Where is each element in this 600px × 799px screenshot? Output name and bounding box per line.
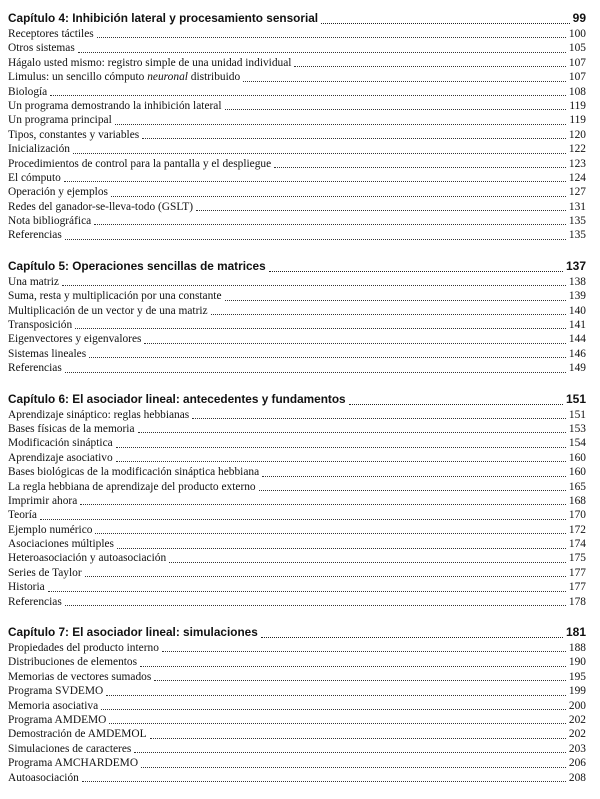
toc-entry bbox=[8, 422, 586, 436]
toc-entry-title-text: Un programa principal bbox=[8, 114, 112, 127]
toc-entry-page-number: 141 bbox=[568, 319, 586, 332]
dot-leader bbox=[80, 504, 566, 505]
toc-entry bbox=[8, 318, 586, 332]
toc-entry bbox=[8, 70, 586, 84]
toc-entry-title-text: Inicialización bbox=[8, 143, 70, 156]
toc-entry-page-number: 135 bbox=[568, 229, 586, 242]
toc-entry bbox=[8, 566, 586, 580]
toc-entry-title-text: Referencias bbox=[8, 229, 62, 242]
toc-entry-title bbox=[8, 566, 82, 580]
toc-entry bbox=[8, 332, 586, 346]
toc-entry-title bbox=[8, 713, 106, 727]
chapter-heading-title bbox=[8, 623, 258, 641]
dot-leader bbox=[97, 37, 566, 38]
toc-entry-page-number: 135 bbox=[568, 215, 586, 228]
toc-entry-title bbox=[8, 655, 137, 669]
toc-entry-title bbox=[8, 128, 139, 142]
toc-entry-page-number: 188 bbox=[568, 642, 586, 655]
dot-leader bbox=[78, 52, 566, 53]
toc-entry bbox=[8, 41, 586, 55]
toc-entry-title-text: Imprimir ahora bbox=[8, 494, 78, 507]
toc-entry-page-number: 154 bbox=[568, 437, 586, 450]
dot-leader bbox=[73, 153, 566, 154]
dot-leader bbox=[269, 271, 563, 272]
toc-entry-title-text: Programa AMCHARDEMO bbox=[8, 757, 139, 770]
dot-leader bbox=[169, 562, 566, 563]
toc-entry-title-text: Simulaciones de caracteres bbox=[8, 742, 132, 755]
dot-leader bbox=[141, 767, 566, 768]
toc-entry bbox=[8, 727, 586, 741]
dot-leader bbox=[142, 138, 566, 139]
chapter-heading-title bbox=[8, 390, 346, 408]
dot-leader bbox=[109, 723, 566, 724]
toc-entry-title-emphasis: neuronal bbox=[147, 71, 188, 84]
toc-entry-title bbox=[8, 228, 62, 242]
toc-entry-page-number: 100 bbox=[568, 27, 586, 40]
toc-entry-title-text: Distribuciones de elementos bbox=[8, 656, 138, 669]
chapter-heading-title-text: Capítulo 5: Operaciones sencillas de matrices bbox=[8, 258, 266, 273]
toc-entry-title bbox=[8, 451, 113, 465]
toc-entry-page-number: 208 bbox=[568, 771, 586, 784]
toc-entry-page-number: 175 bbox=[568, 552, 586, 565]
toc-entry-title bbox=[8, 699, 98, 713]
dot-leader bbox=[89, 357, 566, 358]
dot-leader bbox=[211, 314, 566, 315]
toc-entry-title bbox=[8, 275, 59, 289]
toc-entry-title-text: Aprendizaje sináptico: reglas hebbianas bbox=[8, 408, 190, 421]
toc-entry-page-number: 190 bbox=[568, 656, 586, 669]
dot-leader bbox=[94, 224, 566, 225]
toc-entry-title bbox=[8, 361, 62, 375]
toc-entry-title bbox=[8, 200, 193, 214]
toc-entry bbox=[8, 655, 586, 669]
toc-entry bbox=[8, 171, 586, 185]
toc-entry bbox=[8, 157, 586, 171]
dot-leader bbox=[64, 181, 566, 182]
chapter-heading-title-text: Capítulo 7: El asociador lineal: simulaciones bbox=[8, 625, 258, 640]
toc-entry bbox=[8, 56, 586, 70]
toc-entry-title bbox=[8, 494, 77, 508]
chapter-heading-page-number: 181 bbox=[565, 625, 586, 640]
toc-entry-title-text: Propiedades del producto interno bbox=[8, 642, 159, 655]
chapter-heading-title-text: Capítulo 6: El asociador lineal: antecedentes y fundamentos bbox=[8, 391, 346, 406]
toc-entry-title-text: Nota bibliográfica bbox=[8, 215, 92, 228]
toc-entry-page-number: 146 bbox=[568, 347, 586, 360]
dot-leader bbox=[40, 519, 566, 520]
toc-entry-title bbox=[8, 641, 159, 655]
dot-leader bbox=[321, 23, 570, 24]
toc-entry-title-text: Autoasociación bbox=[8, 771, 79, 784]
toc-entry bbox=[8, 85, 586, 99]
toc-entry-title bbox=[8, 347, 86, 361]
toc-entry-title bbox=[8, 99, 222, 113]
dot-leader bbox=[116, 461, 566, 462]
toc-entry-title bbox=[8, 185, 108, 199]
toc-entry-page-number: 170 bbox=[568, 509, 586, 522]
toc-entry-title-text: Historia bbox=[8, 581, 45, 594]
toc-entry bbox=[8, 552, 586, 566]
toc-entry-title-text: Aprendizaje asociativo bbox=[8, 451, 113, 464]
chapter-heading bbox=[8, 390, 586, 408]
dot-leader bbox=[225, 300, 566, 301]
toc-entry-page-number: 108 bbox=[568, 85, 586, 98]
toc-entry-title bbox=[8, 523, 92, 537]
toc-entry-title-text: Referencias bbox=[8, 362, 62, 375]
toc-entry bbox=[8, 451, 586, 465]
toc-entry bbox=[8, 228, 586, 242]
toc-entry-page-number: 105 bbox=[568, 42, 586, 55]
dot-leader bbox=[95, 533, 565, 534]
dot-leader bbox=[65, 372, 566, 373]
toc-entry-title bbox=[8, 756, 138, 770]
toc-entry-page-number: 144 bbox=[568, 333, 586, 346]
toc-entry-title-text: Asociaciones múltiples bbox=[8, 538, 114, 551]
dot-leader bbox=[349, 404, 563, 405]
toc-entry bbox=[8, 113, 586, 127]
toc-entry bbox=[8, 465, 586, 479]
dot-leader bbox=[111, 196, 566, 197]
toc-entry-title-text: Teoría bbox=[8, 509, 37, 522]
chapter-section bbox=[8, 390, 586, 609]
toc-entry-title bbox=[8, 318, 72, 332]
toc-entry-title-text: La regla hebbiana de aprendizaje del producto externo bbox=[8, 480, 256, 493]
toc-entry-title-text: Biología bbox=[8, 85, 48, 98]
toc-entry-title bbox=[8, 742, 131, 756]
chapter-heading-page-number: 137 bbox=[565, 258, 586, 273]
toc-entry-page-number: 178 bbox=[568, 595, 586, 608]
dot-leader bbox=[62, 285, 566, 286]
dot-leader bbox=[243, 81, 566, 82]
toc-entry-page-number: 149 bbox=[568, 362, 586, 375]
toc-entry-title bbox=[8, 436, 113, 450]
toc-entry bbox=[8, 27, 586, 41]
chapter-heading-page-number: 99 bbox=[572, 11, 586, 25]
toc-entry-title-text: Hágalo usted mismo: registro simple de una unidad individual bbox=[8, 56, 292, 69]
toc-entry-title-text: Programa AMDEMO bbox=[8, 714, 107, 726]
toc-entry bbox=[8, 304, 586, 318]
toc-entry-page-number: 138 bbox=[568, 275, 586, 288]
chapter-heading bbox=[8, 9, 586, 27]
toc-entry-page-number: 203 bbox=[568, 742, 586, 755]
toc-entry-title-text: Limulus: un sencillo cómputo bbox=[8, 71, 148, 84]
chapter-heading-title bbox=[8, 9, 318, 27]
dot-leader bbox=[162, 651, 566, 652]
toc-entry-title-text: Un programa demostrando la inhibición lateral bbox=[8, 99, 222, 112]
toc-entry-title bbox=[8, 684, 103, 698]
toc-entry-page-number: 202 bbox=[568, 714, 586, 726]
toc-entry-title bbox=[8, 113, 112, 127]
toc-entry-page-number: 177 bbox=[568, 566, 586, 579]
dot-leader bbox=[50, 95, 566, 96]
toc-entry bbox=[8, 185, 586, 199]
dot-leader bbox=[117, 548, 566, 549]
toc-entry-title bbox=[8, 670, 151, 684]
toc-entry-title bbox=[8, 56, 291, 70]
toc-entry bbox=[8, 641, 586, 655]
dot-leader bbox=[140, 666, 566, 667]
toc-entry-title-text: Bases biológicas de la modificación sináptica hebbiana bbox=[8, 466, 260, 479]
chapter-heading-page-number: 151 bbox=[565, 391, 586, 406]
toc-entry-title bbox=[8, 214, 91, 228]
toc-entry-title bbox=[8, 480, 256, 494]
dot-leader bbox=[274, 167, 566, 168]
toc-entry-page-number: 177 bbox=[568, 581, 586, 594]
toc-entry-page-number: 139 bbox=[568, 290, 586, 303]
toc-entry-title bbox=[8, 70, 240, 84]
dot-leader bbox=[262, 476, 566, 477]
toc-entry bbox=[8, 275, 586, 289]
toc-entry-title-text: Tipos, constantes y variables bbox=[8, 128, 140, 141]
dot-leader bbox=[154, 680, 566, 681]
dot-leader bbox=[115, 124, 567, 125]
toc-entry-title-text: Multiplicación de un vector y de una matriz bbox=[8, 304, 208, 317]
toc-entry-title-text: Bases físicas de la memoria bbox=[8, 422, 135, 435]
toc-entry-page-number: 200 bbox=[568, 699, 586, 712]
toc-entry-page-number: 174 bbox=[568, 538, 586, 551]
toc-entry-page-number: 140 bbox=[568, 304, 586, 317]
toc-entry bbox=[8, 580, 586, 594]
dot-leader bbox=[82, 781, 566, 782]
toc-entry-title bbox=[8, 508, 37, 522]
toc-entry bbox=[8, 99, 586, 113]
toc-entry bbox=[8, 128, 586, 142]
dot-leader bbox=[134, 752, 566, 753]
table-of-contents bbox=[8, 9, 586, 799]
toc-entry-page-number: 165 bbox=[568, 480, 586, 493]
toc-entry bbox=[8, 408, 586, 422]
toc-entry-page-number: 153 bbox=[568, 422, 586, 435]
toc-entry-page-number: 122 bbox=[568, 143, 586, 156]
toc-entry-title bbox=[8, 422, 135, 436]
dot-leader bbox=[150, 738, 566, 739]
toc-entry-page-number: 119 bbox=[569, 114, 586, 127]
toc-entry-title-text: Otros sistemas bbox=[8, 42, 75, 55]
toc-entry-page-number: 199 bbox=[568, 685, 586, 698]
toc-entry bbox=[8, 142, 586, 156]
toc-entry bbox=[8, 361, 586, 375]
toc-entry bbox=[8, 742, 586, 756]
toc-entry-title-text: Ejemplo numérico bbox=[8, 523, 93, 536]
toc-entry-page-number: 119 bbox=[569, 99, 586, 112]
toc-entry-title-text: Eigenvectores y eigenvalores bbox=[8, 333, 142, 346]
dot-leader bbox=[48, 591, 566, 592]
toc-entry-title bbox=[8, 304, 208, 318]
toc-entry-title-text: Sistemas lineales bbox=[8, 347, 87, 360]
toc-entry-title-text: Modificación sináptica bbox=[8, 437, 113, 450]
dot-leader bbox=[116, 447, 566, 448]
toc-entry-title bbox=[8, 41, 75, 55]
toc-entry-title bbox=[8, 551, 166, 565]
toc-entry-page-number: 160 bbox=[568, 466, 586, 479]
dot-leader bbox=[144, 343, 565, 344]
toc-entry bbox=[8, 436, 586, 450]
dot-leader bbox=[65, 239, 566, 240]
toc-entry bbox=[8, 289, 586, 303]
toc-entry-title bbox=[8, 142, 70, 156]
toc-entry-title-text: Operación y ejemplos bbox=[8, 186, 108, 199]
toc-entry bbox=[8, 508, 586, 522]
toc-entry-title bbox=[8, 85, 47, 99]
toc-entry-title bbox=[8, 408, 189, 422]
chapter-heading bbox=[8, 623, 586, 641]
toc-entry bbox=[8, 347, 586, 361]
toc-entry bbox=[8, 214, 586, 228]
toc-entry-title-text: Una matriz bbox=[8, 275, 59, 288]
chapter-heading-title bbox=[8, 257, 266, 275]
toc-entry-page-number: 172 bbox=[568, 523, 586, 536]
toc-entry bbox=[8, 595, 586, 609]
toc-entry-title bbox=[8, 580, 45, 594]
chapter-section bbox=[8, 623, 586, 785]
toc-entry-title bbox=[8, 27, 94, 41]
toc-entry-page-number: 127 bbox=[568, 186, 586, 199]
toc-entry-title-text: Redes del ganador-se-lleva-todo (GSLT) bbox=[8, 200, 194, 213]
toc-entry bbox=[8, 523, 586, 537]
toc-entry-page-number: 168 bbox=[568, 494, 586, 507]
toc-entry bbox=[8, 756, 586, 770]
toc-entry-title-text: Referencias bbox=[8, 595, 62, 608]
toc-entry bbox=[8, 537, 586, 551]
dot-leader bbox=[192, 418, 566, 419]
toc-entry-title bbox=[8, 332, 141, 346]
dot-leader bbox=[138, 432, 566, 433]
toc-entry-title bbox=[8, 157, 271, 171]
dot-leader bbox=[85, 576, 566, 577]
toc-entry-page-number: 160 bbox=[568, 451, 586, 464]
dot-leader bbox=[106, 695, 566, 696]
toc-entry bbox=[8, 771, 586, 785]
toc-entry-title-tail: distribuido bbox=[187, 71, 241, 84]
toc-entry-title-text: Memorias de vectores sumados bbox=[8, 670, 152, 683]
toc-entry-page-number: 124 bbox=[568, 171, 586, 184]
dot-leader bbox=[75, 328, 566, 329]
chapter-section bbox=[8, 9, 586, 243]
toc-entry-title-text: Series de Taylor bbox=[8, 566, 82, 579]
toc-entry-title-text: Programa SVDEMO bbox=[8, 685, 104, 698]
dot-leader bbox=[225, 109, 567, 110]
toc-entry bbox=[8, 494, 586, 508]
toc-entry bbox=[8, 200, 586, 214]
toc-entry-title-text: Memoria asociativa bbox=[8, 699, 99, 712]
toc-entry-title-text: Receptores táctiles bbox=[8, 27, 94, 40]
toc-entry-title-text: Procedimientos de control para la pantalla y el despliegue bbox=[8, 157, 272, 170]
toc-entry-title bbox=[8, 171, 61, 185]
toc-entry-title bbox=[8, 465, 259, 479]
toc-entry bbox=[8, 699, 586, 713]
toc-entry-title-text: Transposición bbox=[8, 319, 73, 332]
toc-entry-title bbox=[8, 289, 222, 303]
toc-entry-title bbox=[8, 595, 62, 609]
toc-entry bbox=[8, 480, 586, 494]
toc-entry-page-number: 202 bbox=[568, 728, 586, 741]
toc-entry bbox=[8, 713, 586, 727]
dot-leader bbox=[101, 709, 566, 710]
toc-entry-page-number: 151 bbox=[568, 408, 586, 421]
dot-leader bbox=[259, 490, 566, 491]
toc-entry-page-number: 123 bbox=[568, 157, 586, 170]
toc-entry bbox=[8, 670, 586, 684]
toc-entry-title-text: Suma, resta y multiplicación por una constante bbox=[8, 290, 222, 303]
chapter-heading bbox=[8, 257, 586, 275]
toc-entry-title bbox=[8, 727, 147, 741]
toc-entry-page-number: 107 bbox=[568, 71, 586, 84]
dot-leader bbox=[65, 605, 566, 606]
dot-leader bbox=[261, 637, 563, 638]
toc-entry-page-number: 120 bbox=[568, 128, 586, 141]
toc-entry-page-number: 206 bbox=[568, 757, 586, 770]
chapter-heading-title-text: Capítulo 4: Inhibición lateral y procesamiento sensorial bbox=[8, 11, 319, 25]
dot-leader bbox=[294, 66, 565, 67]
dot-leader bbox=[196, 210, 566, 211]
toc-entry-page-number: 195 bbox=[568, 670, 586, 683]
toc-entry-page-number: 131 bbox=[568, 200, 586, 213]
toc-entry-title-text: Heteroasociación y autoasociación bbox=[8, 552, 167, 565]
toc-entry-title-text: El cómputo bbox=[8, 171, 61, 184]
toc-entry-title-text: Demostración de AMDEMOL bbox=[8, 728, 147, 741]
toc-entry-title bbox=[8, 771, 79, 785]
toc-entry bbox=[8, 684, 586, 698]
chapter-section bbox=[8, 257, 586, 376]
toc-entry-title bbox=[8, 537, 114, 551]
toc-entry-page-number: 107 bbox=[568, 56, 586, 69]
